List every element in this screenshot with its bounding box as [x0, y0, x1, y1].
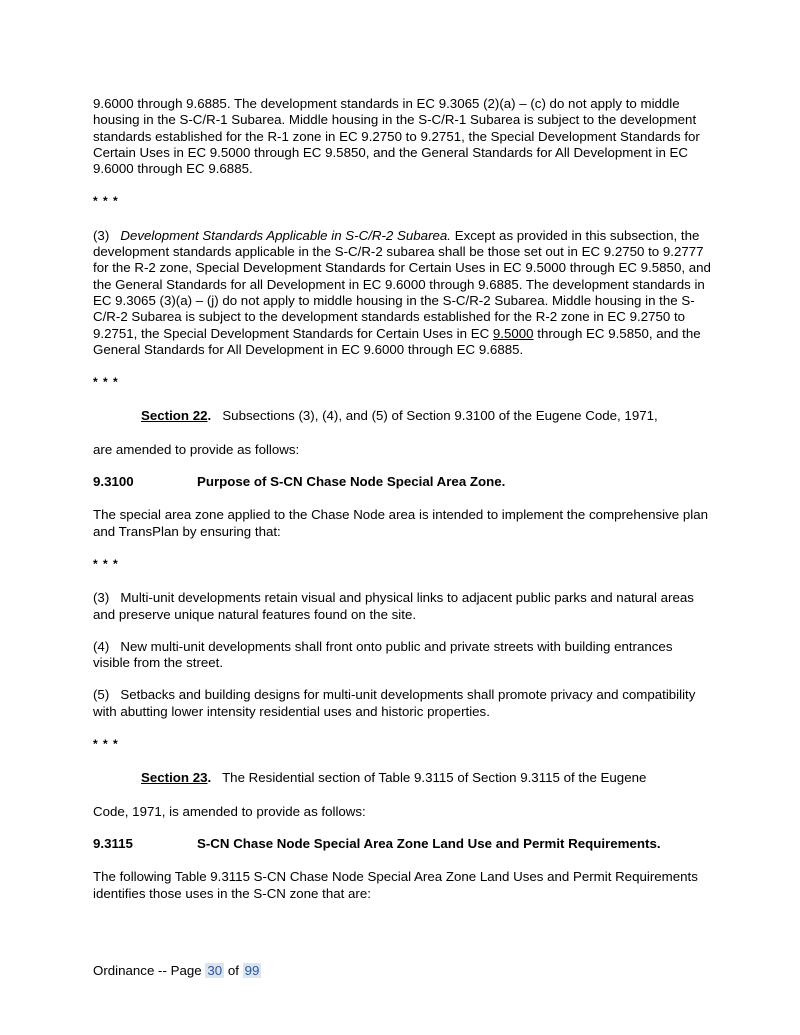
subsection-number: (3) — [93, 227, 110, 243]
omission-marker: * * * — [93, 194, 119, 209]
page-footer — [93, 963, 261, 978]
section-22-label: Section 22 — [141, 408, 208, 424]
underlined-reference: 9.5000 — [492, 325, 534, 341]
footer-prefix: Ordinance -- Page — [93, 963, 202, 978]
list-item — [93, 639, 713, 672]
code-heading-9-3100 — [93, 474, 713, 490]
section-22-text: Subsections (3), (4), and (5) of Section 9.3100 of the Eugene Code, 1971, — [222, 408, 658, 424]
code-heading-title: S-CN Chase Node Special Area Zone Land Use and Permit Requirements. — [197, 835, 661, 851]
list-item — [93, 687, 713, 720]
paragraph-table-intro: The following Table 9.3115 S-CN Chase Node Special Area Zone Land Uses and Permit Requirements identifies those uses in the S-CN zone that are: — [93, 869, 698, 901]
code-heading-9-3115 — [93, 836, 713, 852]
total-pages: 99 — [244, 963, 260, 978]
code-heading-number: 9.3100 — [93, 474, 134, 490]
document-body — [93, 96, 713, 918]
section-23-label: Section 23 — [141, 770, 208, 786]
paragraph-s-c-r-2-standards — [93, 228, 713, 358]
omission-marker: * * * — [93, 737, 119, 752]
list-item-text: New multi-unit developments shall front onto public and private streets with building entrances visible from the street. — [93, 638, 673, 671]
subsection-title: Development Standards Applicable in S-C/R-2 Subarea. — [120, 227, 451, 243]
list-item — [93, 590, 713, 623]
section-23-text: The Residential section of Table 9.3115 of Section 9.3115 of the Eugene — [222, 770, 647, 786]
list-item-number: (4) — [93, 638, 110, 654]
footer-of: of — [227, 963, 239, 978]
subsection-text-end: through EC 9.5850, and the General Standards for All Development in EC 9.6000 through EC 9.6885. — [93, 325, 701, 357]
paragraph-purpose: The special area zone applied to the Chase Node area is intended to implement the comprehensive plan and TransPlan by ensuring that: — [93, 507, 708, 539]
list-item-text: Multi-unit developments retain visual and physical links to adjacent public parks and natural areas and preserve unique natural features found on the site. — [93, 590, 694, 622]
current-page-number: 30 — [207, 963, 223, 978]
list-item-number: (5) — [93, 687, 110, 703]
section-22-intro: Section 22. Subsections (3), (4), and (5) of Section 9.3100 of the Eugene Code, 1971, — [141, 408, 658, 424]
section-23-continuation: Code, 1971, is amended to provide as follows: — [93, 803, 366, 819]
code-heading-title: Purpose of S-CN Chase Node Special Area Zone. — [197, 474, 506, 490]
omission-marker: * * * — [93, 375, 119, 390]
omission-marker: * * * — [93, 556, 119, 571]
paragraph-s-c-r-1-standards: 9.6000 through 9.6885. The development standards in EC 9.3065 (2)(a) – (c) do not apply to middle housing in the S-C/R-1 Subarea. Middle housing in the S-C/R-1 Subarea is subject to the development standards established for the R-1 zone in EC 9.2750 to 9.2751, the Special Development Standards for Certain Uses in EC 9.5000 through EC 9.5850, and the General Standards for All Development in EC 9.6000 through EC 9.6885. — [93, 96, 700, 177]
list-item-number: (3) — [93, 590, 110, 606]
list-item-text: Setbacks and building designs for multi-unit developments shall promote privacy and compatibility with abutting lower intensity residential uses and historic properties. — [93, 687, 696, 719]
code-heading-number: 9.3115 — [93, 835, 133, 851]
subsection-text: Except as provided in this subsection, the development standards applicable in the S-C/R-2 subarea shall be those set out in EC 9.2750 to 9.2777 for the R-2 zone, Special Development Standards for Certain Uses in EC 9.5000 through EC 9.5850, and the General Standards for all Development in EC 9.6000 through 9.6885. The development standards in EC 9.3065 (3)(a) – (j) do not apply to middle housing in the S-C/R-2 Subarea. Middle housing in the S-C/R-2 Subarea is subject to the development standards established for the R-2 zone in EC 9.2750 to 9.2751, the Special Development Standards for Certain Uses in EC — [93, 227, 711, 341]
section-22-continuation: are amended to provide as follows: — [93, 441, 300, 457]
section-23-intro: Section 23. The Residential section of Table 9.3115 of Section 9.3115 of the Eugene — [141, 770, 647, 786]
